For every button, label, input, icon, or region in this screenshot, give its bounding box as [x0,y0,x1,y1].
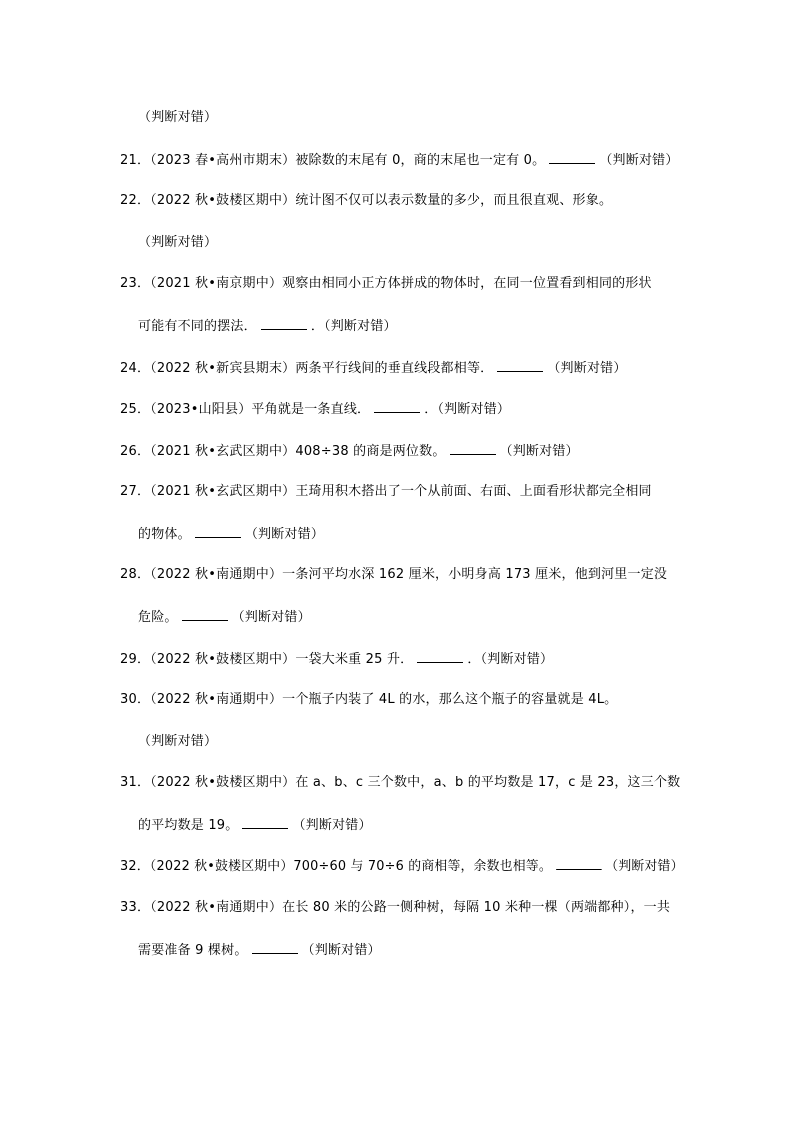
question-28-cont: 危险。 （判断对错） [138,610,311,625]
question-text: 平角就是一条直线． [251,402,371,417]
question-source: （2021 秋•玄武区期中） [150,444,296,459]
line-0: （判断对错） [138,110,218,125]
question-number: 31． [120,775,151,790]
question-source: （2022 秋•鼓楼区期中） [150,775,296,790]
question-text: 被除数的末尾有 0，商的末尾也一定有 0。 [295,153,546,168]
question-source: （2022 秋•鼓楼区期中） [150,652,296,667]
question-text: 观察由相同小正方体拼成的物体时，在同一位置看到相同的形状 [282,276,652,291]
question-source: （2021 秋•玄武区期中） [150,484,296,499]
question-text: 一袋大米重 25 升． [295,652,414,667]
answer-blank[interactable] [417,651,463,663]
question-24: 24．（2022 秋•新宾县期末）两条平行线间的垂直线段都相等． （判断对错） [120,361,627,376]
answer-blank[interactable] [374,401,420,413]
question-21: 21．（2023 春•高州市期末）被除数的末尾有 0，商的末尾也一定有 0。 （判断对错） [120,153,679,168]
question-33 [120,900,670,916]
question-22 [120,193,612,209]
question-source: （2022 秋•南通期中） [150,692,283,707]
question-33-cont: 需要准备 9 棵树。 （判断对错） [138,943,381,958]
question-29: 29．（2022 秋•鼓楼区期中）一袋大米重 25 升． ．（判断对错） [120,652,554,667]
question-number: 21． [120,153,151,168]
question-26: 26．（2021 秋•玄武区期中）408÷38 的商是两位数。 （判断对错） [120,444,579,459]
question-31 [120,775,680,791]
question-31-cont: 的平均数是 19。 （判断对错） [138,818,372,833]
question-text: 在 a、b、c 三个数中，a、b 的平均数是 17，c 是 23，这三个数 [295,775,681,790]
question-text: 两条平行线间的垂直线段都相等． [295,361,494,376]
answer-blank[interactable] [195,526,241,538]
question-27-cont: 的物体。 （判断对错） [138,527,325,542]
question-number: 25． [120,402,151,417]
question-number: 23． [120,276,151,291]
question-source: （2022 秋•鼓楼区期中） [150,193,296,208]
question-source: （2022 秋•新宾县期末） [150,361,296,376]
answer-blank[interactable] [556,858,601,870]
question-27 [120,484,652,500]
question-32: 32．（2022 秋•鼓楼区期中）700÷60 与 70÷6 的商相等，余数也相等。 （判断对错） [120,859,684,874]
question-25: 25．（2023•山阳县）平角就是一条直线． ．（判断对错） [120,402,511,417]
question-source: （2022 秋•鼓楼区期中） [149,859,294,874]
question-22-cont: （判断对错） [138,235,218,250]
answer-blank[interactable] [497,360,543,372]
question-source: （2022 秋•南通期中） [150,900,283,915]
answer-blank[interactable] [182,609,228,621]
question-28 [120,567,667,583]
question-source: （2021 秋•南京期中） [150,276,283,291]
question-text: 一条河平均水深 162 厘米，小明身高 173 厘米，他到河里一定没 [282,567,668,582]
answer-blank[interactable] [450,443,496,455]
question-number: 26． [120,444,151,459]
question-number: 30． [120,692,151,707]
question-text: 700÷60 与 70÷6 的商相等，余数也相等。 [293,859,552,874]
answer-blank[interactable] [261,318,307,330]
question-number: 33． [120,900,151,915]
question-text: 在长 80 米的公路一侧种树，每隔 10 米种一棵（两端都种），一共 [282,900,671,915]
question-number: 28． [120,567,151,582]
question-source: （2023•山阳县） [150,402,252,417]
question-number: 27． [120,484,151,499]
question-source: （2023 春•高州市期末） [150,153,296,168]
question-source: （2022 秋•南通期中） [150,567,283,582]
question-number: 24． [120,361,151,376]
question-23 [120,276,652,292]
answer-blank[interactable] [549,152,595,164]
question-text: 王琦用积木搭出了一个从前面、右面、上面看形状都完全相同 [295,484,652,499]
question-text: 一个瓶子内装了 4L 的水，那么这个瓶子的容量就是 4L。 [282,692,618,707]
question-text: 408÷38 的商是两位数。 [295,444,446,459]
question-23-cont: 可能有不同的摆法． ．（判断对错） [138,319,397,334]
question-text: 统计图不仅可以表示数量的多少，而且很直观、形象。 [295,193,613,208]
answer-blank[interactable] [242,817,288,829]
question-30 [120,692,617,708]
question-number: 32． [120,859,150,874]
answer-blank[interactable] [252,942,298,954]
question-number: 22． [120,193,151,208]
question-30-cont: （判断对错） [138,734,218,749]
question-number: 29． [120,652,151,667]
